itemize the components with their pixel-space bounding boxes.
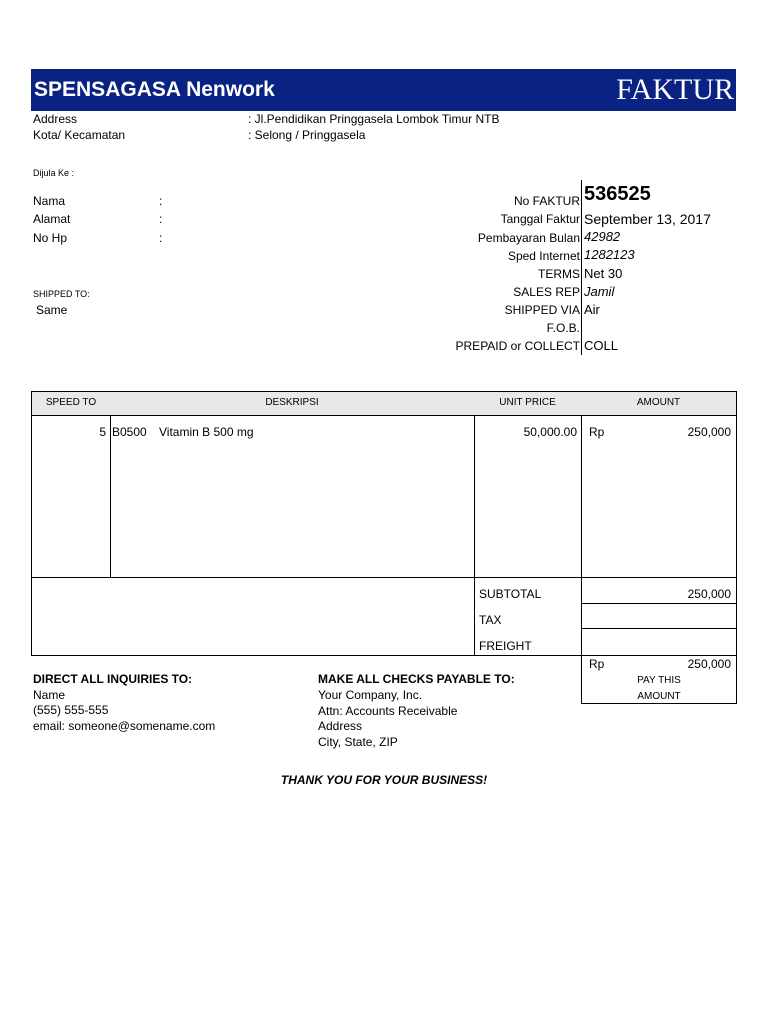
shipped-via-label: SHIPPED VIA (504, 303, 580, 317)
thank-you-message: THANK YOU FOR YOUR BUSINESS! (280, 773, 488, 787)
col-header-amount: AMOUNT (636, 397, 681, 408)
amount-label: AMOUNT (637, 691, 681, 702)
terms-label: TERMS (538, 267, 580, 281)
address-label: Address (33, 112, 78, 126)
document-title: FAKTUR (616, 73, 734, 106)
col-divider-1 (110, 415, 111, 577)
subtotal-label: SUBTOTAL (479, 587, 542, 601)
prepaid-label: PREPAID or COLLECT (455, 339, 580, 353)
tax-line (581, 628, 737, 629)
city-label: Kota/ Kecamatan (33, 128, 126, 142)
row-unit-price: 50,000.00 (523, 425, 577, 439)
subtotal-line (581, 603, 737, 604)
col-divider-2 (474, 415, 475, 656)
col-header-speed: SPEED TO (45, 397, 97, 408)
total-value: 250,000 (687, 657, 731, 671)
body-bottom-line (31, 577, 737, 578)
speed-label: Sped Internet (507, 249, 580, 263)
row-amount: 250,000 (687, 425, 731, 439)
inquiries-phone: (555) 555-555 (33, 703, 109, 717)
alamat-colon: : (159, 212, 163, 226)
fob-label: F.O.B. (546, 321, 580, 335)
payment-month-value: 42982 (584, 229, 621, 244)
col-header-description: DESKRIPSI (265, 397, 319, 408)
date-label: Tanggal Faktur (500, 212, 580, 226)
date-value: September 13, 2017 (584, 211, 711, 227)
total-currency: Rp (589, 657, 605, 671)
invoice-header-bar (31, 69, 736, 111)
prepaid-value: COLL (584, 338, 618, 353)
alamat-label: Alamat (33, 212, 71, 226)
row-qty: 5 (99, 425, 106, 439)
checks-city: City, State, ZIP (318, 735, 398, 749)
inquiries-name: Name (33, 688, 66, 702)
name-colon: : (159, 194, 163, 208)
inquiries-heading: DIRECT ALL INQUIRIES TO: (33, 672, 193, 686)
speed-value: 1282123 (584, 247, 635, 262)
sales-rep-value: Jamil (584, 284, 615, 299)
city-value: : Selong / Pringgasela (248, 128, 366, 142)
checks-address: Address (318, 719, 363, 733)
phone-label: No Hp (33, 231, 68, 245)
shipped-to-value: Same (36, 303, 68, 317)
freight-label: FREIGHT (479, 639, 532, 653)
pay-this-label: PAY THIS (637, 675, 681, 686)
shipped-to-heading: SHIPPED TO: (33, 289, 90, 299)
row-currency: Rp (589, 425, 605, 439)
col-header-unit-price: UNIT PRICE (499, 397, 556, 408)
address-value: : Jl.Pendidikan Pringgasela Lombok Timur NTB (248, 112, 500, 126)
bill-to-heading: Dijula Ke : (33, 168, 75, 178)
shipped-via-value: Air (584, 302, 600, 317)
checks-attn: Attn: Accounts Receivable (318, 704, 458, 718)
company-name: SPENSAGASA Nenwork (34, 78, 275, 101)
inquiries-email: email: someone@somename.com (33, 719, 216, 733)
row-code: B0500 (112, 425, 147, 439)
checks-heading: MAKE ALL CHECKS PAYABLE TO: (318, 672, 515, 686)
phone-colon: : (159, 231, 163, 245)
no-faktur-label: No FAKTUR (513, 194, 580, 208)
terms-value: Net 30 (584, 266, 623, 281)
subtotal-value: 250,000 (687, 587, 731, 601)
tax-label: TAX (479, 613, 502, 627)
checks-company: Your Company, Inc. (318, 688, 423, 702)
no-faktur-value: 536525 (584, 183, 651, 205)
col-divider-3 (581, 415, 582, 656)
meta-divider (581, 180, 582, 355)
sales-rep-label: SALES REP (513, 285, 580, 299)
header-underline (31, 415, 737, 416)
row-description: Vitamin B 500 mg (159, 425, 254, 439)
name-label: Nama (33, 194, 66, 208)
payment-month-label: Pembayaran Bulan (477, 231, 580, 245)
